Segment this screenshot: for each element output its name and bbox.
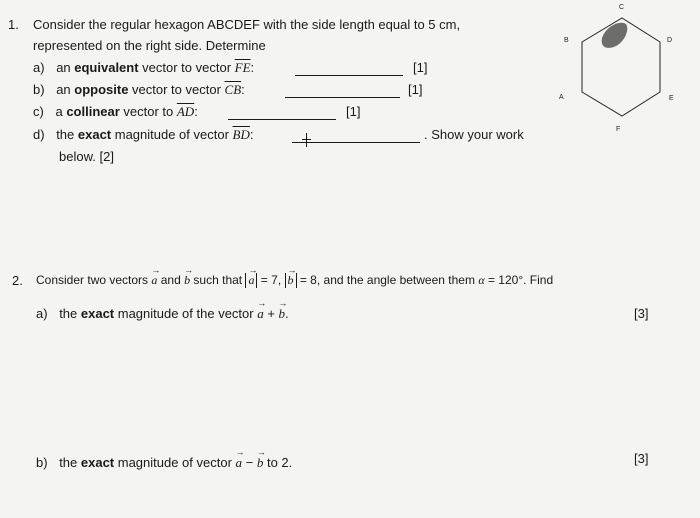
q1a-bold: equivalent	[74, 60, 139, 75]
norm-a: → a	[245, 273, 257, 288]
q2-intro	[36, 265, 554, 288]
q1a-colon: :	[250, 60, 255, 75]
q1d-answer-blank[interactable]	[292, 130, 420, 143]
vector-b: → b	[184, 265, 194, 287]
q1c-colon: :	[194, 104, 198, 119]
q2-eq-b: = 8, and the angle between them	[296, 273, 479, 287]
q1b-pre: an	[56, 82, 75, 97]
q2b-post: magnitude of vector	[114, 455, 236, 470]
vector-a: → a	[151, 265, 161, 287]
scribble-mark	[602, 23, 628, 48]
q1c-post: vector to	[119, 104, 177, 119]
q1a-vector: $\overline{FE}$	[234, 60, 251, 75]
q2a-vector-a: → a	[257, 298, 267, 321]
q1c-vector: $\overline{AD}$	[176, 104, 195, 119]
hex-label-e: E	[669, 95, 674, 102]
q1b-colon: :	[241, 82, 245, 97]
q1a-post: vector to vector	[138, 60, 235, 75]
q1d	[33, 127, 254, 143]
q1c	[33, 104, 198, 120]
q2a-op: +	[263, 306, 279, 321]
q1a-label: a)	[33, 60, 45, 75]
hex-label-c: C	[619, 4, 625, 11]
q1a-answer-blank[interactable]	[295, 63, 403, 76]
hex-label-a: A	[559, 94, 564, 101]
q2-such: such that	[190, 273, 246, 287]
q1a-pre: an	[56, 60, 75, 75]
q1c-marks: [1]	[346, 104, 361, 119]
q1d-label: d)	[33, 127, 45, 142]
q1c-pre: a	[55, 104, 67, 119]
q1c-label: c)	[33, 104, 44, 119]
q1b-label: b)	[33, 82, 45, 97]
q1b-marks: [1]	[408, 82, 423, 97]
q2b-marks: [3]	[634, 451, 649, 466]
q2b-end: to 2.	[263, 455, 293, 470]
q2b-vector-a: → a	[235, 447, 245, 470]
q1c-bold: collinear	[66, 104, 120, 119]
q2b-vector-b: → b	[256, 447, 266, 470]
hex-label-b: B	[564, 37, 569, 44]
q2b-op: −	[242, 455, 257, 470]
q2-and: and	[157, 273, 185, 287]
q1b-answer-blank[interactable]	[285, 85, 400, 98]
q1b-post: vector to vector	[128, 82, 225, 97]
q2b-pre: the	[59, 455, 81, 470]
q2a-marks: [3]	[634, 306, 649, 321]
norm-b: → b	[285, 273, 297, 288]
q1d-colon: :	[249, 127, 254, 142]
q1b-bold: opposite	[74, 82, 129, 97]
q1d-pre: the	[56, 127, 78, 142]
hex-label-d: D	[667, 37, 673, 44]
q1b	[33, 82, 245, 98]
q2a-bold: exact	[80, 306, 115, 321]
q2a	[36, 298, 289, 322]
text-cursor	[306, 133, 307, 147]
q2a-pre: the	[59, 306, 81, 321]
q1-intro-line2: represented on the right side. Determine	[33, 38, 266, 53]
hex-label-f: F	[616, 126, 621, 133]
q1-intro-line1: Consider the regular hexagon ABCDEF with the side length equal to 5 cm,	[33, 17, 461, 32]
q1b-vector: $\overline{CB}$	[224, 82, 242, 97]
q1c-answer-blank[interactable]	[228, 107, 336, 120]
q2a-label: a)	[36, 306, 48, 321]
q2b	[36, 447, 293, 471]
q1d-bold: exact	[77, 127, 112, 142]
q2-number: 2.	[12, 273, 23, 288]
q2b-bold: exact	[80, 455, 115, 470]
q2-eq-a: = 7,	[257, 273, 285, 287]
q1d-post: magnitude of vector	[111, 127, 233, 142]
hexagon-diagram	[540, 0, 700, 150]
text-cursor-bar	[302, 139, 311, 140]
q2a-vector-b: → b	[278, 298, 288, 321]
q1d-tail: . Show your work	[424, 127, 524, 142]
q1a-marks: [1]	[413, 60, 428, 75]
q2b-label: b)	[36, 455, 48, 470]
q2a-end: .	[285, 306, 289, 321]
q2-angle: = 120°. Find	[484, 273, 554, 287]
q1a	[33, 60, 254, 76]
q1d-vector: $\overline{BD}$	[232, 127, 250, 142]
q1-number: 1.	[8, 17, 19, 32]
alpha-symbol: α	[478, 273, 485, 287]
q2-intro-pre: Consider two vectors	[36, 273, 152, 287]
q1d-line2: below. [2]	[59, 149, 114, 164]
q2a-post: magnitude of the vector	[114, 306, 258, 321]
